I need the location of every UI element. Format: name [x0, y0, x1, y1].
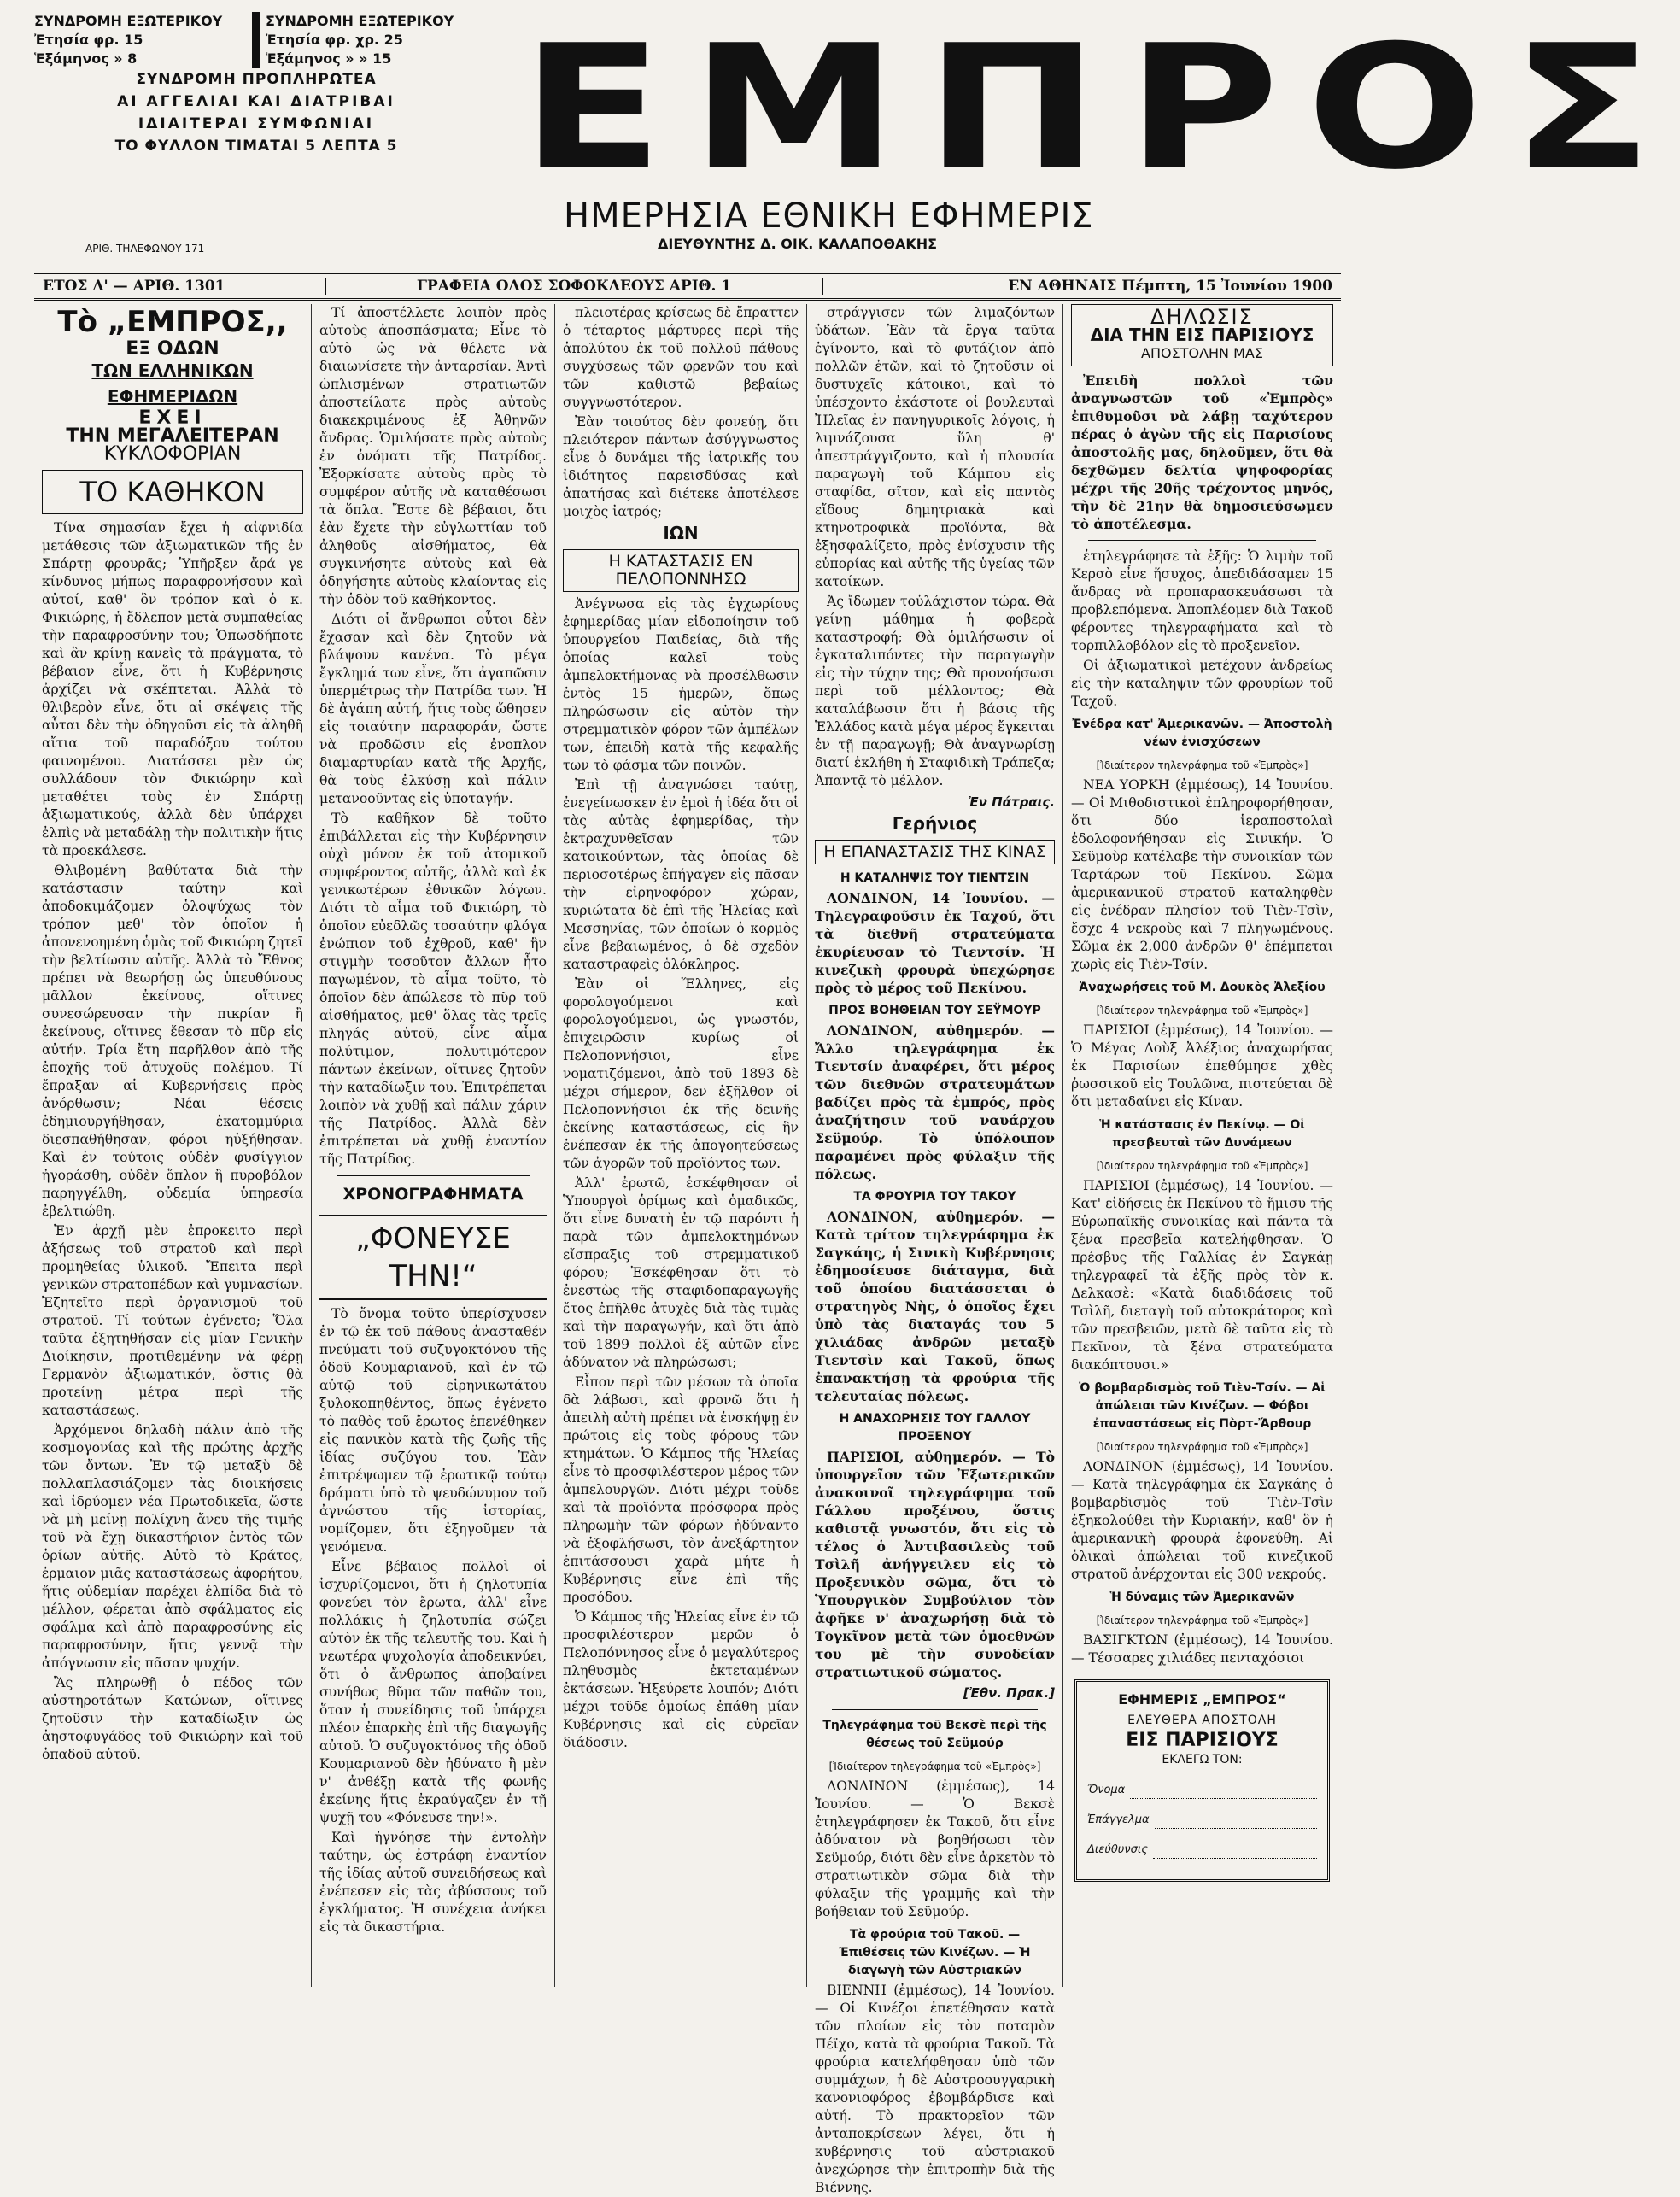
article-headline: Η ΚΑΤΑΣΤΑΣΙΣ ΕΝ ΠΕΛΟΠΟΝΝΗΣΩ — [563, 549, 799, 592]
article-paragraph: Ἀνέγνωσα εἰς τὰς ἐγχωρίους ἐφημερίδας μίαν εἰδοποίησιν τοῦ ὑπουργείου Παιδείας, διὰ τῆς ὁποίας καλεῖ τοὺς ἀμπελοκτήμονας νὰ προσέλθωσιν ἐντὸς 15 ἡμερῶν, ὅπως πληρώσωσιν εἰς αὐτὸν τὴν στρεμματικὸν φόρον τῶν ἀμπέλων των, ἐπειδὴ κατὰ τῆς κεφαλῆς των τὸ φάσμα τῶν ποινῶν. — [563, 596, 799, 773]
news-item: ΠΑΡΙΣΙΟΙ, αὐθημερόν. — Τὸ ὑπουργεῖον τῶν Ἐξωτερικῶν ἀνακοινοῖ τηλεγράφημα τοῦ Γάλλου προξένου, ὅστις καθιστᾷ γνωστόν, ὅτι εἰς τὸ τέλος ὁ Ἀντιβασιλεὺς τοῦ Τσὶλῆ ἀνήγγειλεν εἰς τὸ Προξενικὸν σῶμα, ὅτι τὸ Ὑπουργικὸν Συμβούλιον τὸν ἀφῆκε ν' ἀναχωρήσῃ διὰ τὸ Τογκῖνον μετὰ τῶν ὁμοεθνῶν του μὲ τὴν συνοδείαν στρατιωτικοῦ σώματος. — [815, 1449, 1055, 1680]
news-source: [Ἰδιαίτερον τηλεγράφημα τοῦ «Ἐμπρὸς»] — [1096, 1614, 1308, 1626]
sub-foreign-right-half: Ἑξάμηνος » » 15 — [266, 50, 392, 67]
field-line — [1130, 1781, 1317, 1799]
news-subheading: Τὰ φρούρια τοῦ Τακοῦ. — Ἐπιθέσεις τῶν Κινέζων. — Ἡ διαγωγὴ τῶν Αὐστριακῶν — [839, 1928, 1031, 1977]
sub-foreign-left: ΣΥΝΔΡΟΜΗ ΕΞΩΤΕΡΙΚΟΥ — [34, 13, 223, 29]
news-subheading: Η ΚΑΤΑΛΗΨΙΣ ΤΟΥ ΤΙΕΝΤΣΙΝ — [840, 871, 1030, 885]
article-headline: ΤΟ ΚΑΘΗΚΟΝ — [42, 470, 303, 514]
divider — [1088, 540, 1316, 541]
news-item: ΛΟΝΔΙΝΟΝ (ἐμμέσως), 14 Ἰουνίου. — Κατὰ τηλεγράφημα ἐκ Σαγκάης ὁ βομβαρδισμὸς τοῦ Τιὲν-Τσὶν ἐξηκολούθει τὴν Κυριακήν, καθ' ὃν ἡ ἀμερικανικὴ φρουρὰ ἐφονεύθη. Αἱ ὁλικαὶ ἀπώλειαι τοῦ κινεζικοῦ στρατοῦ ἀνέρχονται εἰς 300 νεκρούς. — [1071, 1459, 1333, 1582]
coupon-title: ΕΦΗΜΕΡΙΣ „ΕΜΠΡΟΣ“ — [1118, 1691, 1286, 1708]
coupon-field-name[interactable] — [1087, 1781, 1317, 1799]
divider — [337, 1175, 530, 1176]
phone-number: ΑΡΙΘ. ΤΗΛΕΦΩΝΟΥ 171 — [85, 243, 205, 255]
news-subheading: Ἡ δύναμις τῶν Ἀμερικανῶν — [1109, 1591, 1295, 1604]
article-paragraph: Καὶ ἠγνόησε τὴν ἐντολὴν ταύτην, ὡς ἐστράφη ἐναντίον τῆς ἰδίας αὐτοῦ συνειδήσεως καὶ ἐνέπεσεν εἰς τὰς ἀβύσσους τοῦ ἐγκλήματος. Ἡ συνέχεια ἀνήκει εἰς τὰ δικαστήρια. — [319, 1830, 547, 1935]
article-paragraph: Τίνα σημασίαν ἔχει ἡ αἰφνιδία μετάθεσις τῶν ἀξιωματικῶν τῆς ἐν Σπάρτῃ φρουρᾶς; Ὑπῆρξεν ἄρά γε κίνδυνος μήπως παραφρονήσουν καὶ αὐτοί, καθ' ὃν τρόπον καὶ ὁ κ. Φικιώρης, ἡ ἔδλεπον μετὰ συμπαθείας τὴν παραφροσύνην του; Ὁπωσδήποτε καὶ ἂν κρίνῃ κανεὶς τὰ πράγματα, τὸ βέβαιον εἶνε, ὅτι ἡ Κυβέρνησις ἀρχίζει νὰ σκέπτεται. Ἀλλὰ τὸ θλιβερὸν εἶνε, ὅτι αἱ σκέψεις τῆς αὗται δὲν τὴν ὁδηγοῦσι εἰς τὰ ἀληθῆ αἴτια τοῦ παραδόξου τούτου φαινομένου. Διατάσσει μὲν ὡς συλλάδουν τὸν Φικιώρην καὶ μεταθέτει τοὺς ἐν Σπάρτῃ ἀξιωματικούς, ἀλλὰ δὲν ὑπάρχει ἐλπὶς νὰ μεταδάλῃ τὴν πολιτικὴν ἥτις τὰ προεκάλεσε. — [42, 520, 303, 858]
columns — [34, 304, 1341, 2195]
promo-line: ΚΥΚΛΟΦΟΡΙΑΝ — [103, 443, 242, 465]
sub-foreign-right-year: Ἐτησία φρ. χρ. 25 — [266, 32, 403, 48]
article-paragraph: Ὁ Κάμπος τῆς Ἠλείας εἶνε ἐν τῷ προσφιλέστερον μερῶν ὁ Πελοπόννησος εἶνε ὁ μεγαλύτερος πληθυσμὸς ἐκτεταμένων ἐκτάσεων. Ἠξεύρετε λοιπόν; Διότι μέχρι τοῦδε ὁμοίως ἐπάθη μίαν Κυβέρνησις καὶ εἰς εὐρεῖαν διάδοσιν. — [563, 1609, 799, 1750]
news-subheading: Ἡ κατάστασις ἐν Πεκίνῳ. — Οἱ πρεσβευταὶ τῶν Δυνάμεων — [1099, 1118, 1305, 1150]
news-source: [Ἰδιαίτερον τηλεγράφημα τοῦ «Ἐμπρὸς»] — [1096, 1160, 1308, 1172]
declaration-subtitle: ΑΠΟΣΤΟΛΗΝ ΜΑΣ — [1141, 345, 1263, 361]
column-3 — [555, 304, 807, 1987]
news-source: [Ἐθν. Πρακ.] — [963, 1685, 1055, 1701]
promo-line: ΤΗΝ ΜΕΓΑΛΕΙΤΕΡΑΝ — [66, 425, 279, 447]
newspaper-logo: ΕΜΠΡΟΣ — [521, 9, 1680, 208]
declaration-subtitle: ΔΙΑ ΤΗΝ ΕΙΣ ΠΑΡΙΣΙΟΥΣ — [1090, 325, 1314, 345]
author-signature: Γερήνιος — [892, 813, 978, 834]
article-paragraph: Ἐν ἀρχῇ μὲν ἐπροκειτο περὶ ἀξήσεως τοῦ στρατοῦ καὶ περὶ προμηθείας ὑλικοῦ. Ἔπειτα περὶ γενικῶν στρατοπέδων καὶ γυμνασίων. Ἐζητεῖτο περὶ ὀργανισμοῦ τοῦ στρατοῦ. Τί τούτων ἐγένετο; Ὅλα ταῦτα ἐξητηθήσαν εἰς μίαν Γενικὴν Διοίκησιν, προτιθεμένην νὰ φέρῃ Γερμανὸν ἀξιωματικόν, ὅστις θὰ προτείνῃ μέτρα περὶ τῆς καταστάσεως. — [42, 1223, 303, 1418]
article-place: Ἐν Πάτραις. — [968, 794, 1055, 810]
field-line — [1153, 1841, 1317, 1859]
news-item: ΛΟΝΔΙΝΟΝ, αὐθημερόν. — Κατὰ τρίτον τηλεγράφημα ἐκ Σαγκάης, ἡ Σινικὴ Κυβέρνησις ἐδημοσίευσε διάταγμα, διὰ τοῦ ὁποίου διατάσσεται ὁ στρατηγὸς Νὴς, ὁ ὁποῖος ἔχει ὑπὸ τὰς διαταγάς του 5 χιλιάδας ἀνδρῶν μεταξὺ Τιεντσὶν καὶ Τακοῦ, ὅπως ἐπανακτήσῃ τὰ φρούρια τῆς τελευταίας πόλεως. — [815, 1209, 1055, 1404]
article-headline: Η ΕΠΑΝΑΣΤΑΣΙΣ ΤΗΣ ΚΙΝΑΣ — [815, 840, 1055, 864]
price-notice: ΤΟ ΦΥΛΛΟΝ ΤΙΜΑΤΑΙ 5 ΛΕΠΤΑ 5 — [114, 138, 398, 155]
issue-date: ΕΝ ΑΘΗΝΑΙΣ Πέμπτη, 15 Ἰουνίου 1900 — [1008, 278, 1332, 295]
promo-line: ΕΞ ΟΔΩΝ — [126, 338, 220, 360]
coupon-destination: ΕΙΣ ΠΑΡΙΣΙΟΥΣ — [1126, 1730, 1279, 1751]
article-paragraph: Ἀρχόμενοι δηλαδὴ πάλιν ἀπὸ τῆς κοσμογονίας καὶ τῆς πρώτης ἀρχῆς τῶν ὄντων. Ἐν τῷ μεταξὺ δὲ πολλαπλασιάζομεν τὰς διοικήσεις καὶ ἱδρύομεν νέα Πρωτοδικεῖα, ὥστε νὰ μὴ μείνῃ πολίχνη ἄνευ τῆς τιμῆς τοῦ νὰ ἔχῃ δικαστήριον ἐντὸς τῶν ὁρίων αὐτῆς. Αὐτὸ τὸ Κράτος, ἐρμαιον μιᾶς καταστάσεως ἀφορήτου, ἥτις οὐδεμίαν παρέχει ἐλπίδα διὰ τὸ μέλλον, φέρεται ἀπὸ σφάλματος εἰς σφάλμα καὶ ἀπὸ παραφροσύνης εἰς παραφροσύνην, ἥτις γεννᾷ τὴν ἀπόγνωσιν εἰς πᾶσαν ψυχήν. — [42, 1422, 303, 1671]
column-2 — [312, 304, 555, 1987]
issue-number: ΕΤΟΣ Δ' — ΑΡΙΘ. 1301 — [34, 278, 326, 295]
field-line — [1155, 1811, 1317, 1829]
article-paragraph: Ἀλλ' ἐρωτῶ, ἐσκέφθησαν οἱ Ὑπουργοὶ ὁρίμως καὶ ὁμαδικῶς, ὅτι εἶνε δυνατὴ ἐν τῷ παρόντι ἡ παρὰ τῶν ἀμπελοκτημόνων εἴσπραξις τοῦ στρεμματικοῦ φόρου; Ἐσκέφθησαν ὅτι τὸ ἐνεστὼς τῆς σταφιδοπαραγωγῆς ἔτος ἐπῆλθε ἀτυχὲς διὰ τὰς τιμὰς καὶ τὴν παραγωγήν, καὶ ὅτι ἀπὸ τοῦ 1899 πολλοὶ ἐξ αὐτῶν εἶνε ἀδύνατον νὰ πληρώσωσι; — [563, 1175, 799, 1370]
news-item: ΠΑΡΙΣΙΟΙ (ἐμμέσως), 14 Ἰουνίου. — Κατ' εἰδήσεις ἐκ Πεκίνου τὸ ἥμισυ τῆς Εὐρωπαϊκῆς συνοικίας καὶ πάντα τὰ ξένα πρεσβεῖα κατελήφθησαν. Ὁ πρέσβυς τῆς Γαλλίας ἐν Σαγκάῃ τηλεγραφεῖ τὰ ἑξῆς πρὸς τὸν κ. Δελκασὲ: «Κατὰ διαδιδάσεις τοῦ Τσὶλῆ, διεταγὴ τοῦ αὐτοκράτορος καὶ τῶν πρεσβειῶν, μετὰ δὲ ταῦτα εἰς τὸ Πεκῖνον, τὰ ξένα στρατεύματα διακόπτουσι.» — [1071, 1178, 1333, 1373]
article-paragraph: Θλιβομένη βαθύτατα διὰ τὴν κατάστασιν ταύτην καὶ ἀποδοκιμάζομεν ὁλοψύχως τὸν τρόπον μεθ' τὸν ὁποῖον ἡ ἀπονενοημένη ὁμὰς τοῦ Φικιώρη ζητεῖ τὴν βελτίωσιν αὐτῆς. Ἀλλὰ τὸ Ἔθνος πρέπει νὰ θεωρήσῃ ὡς ὑπευθύνους μᾶλλον ἐκείνους, οἵτινες συνεσώρευσαν τὴν πικρίαν ἢ ἐκείνους, οἵτινες ἔθεσαν τὸ πῦρ εἰς αὐτήν. Τρία ἔτη παρῆλθον ἀπὸ τῆς ἐποχῆς τοῦ ἀτυχοῦς πολέμου. Τί ἔπραξαν αἱ Κυβερνήσεις πρὸς ἀνόρθωσιν; Νέαι θέσεις ἐδημιουργήθησαν, ἑκατομμύρια διεσπαθήθησαν, φόροι ηὐξήθησαν. Καὶ ἐν τούτοις οὐδὲν φυσίγγιον ἠγοράσθη, οὐδὲν ὅπλον ἢ πυροβόλον παρηγγέλθη, οὐδεμία ὑπηρεσία ἐβελτιώθη. — [42, 863, 303, 1219]
coupon-field-address[interactable] — [1087, 1841, 1317, 1859]
prepaid-notice: ΣΥΝΔΡΟΜΗ ΠΡΟΠΛΗΡΩΤΕΑ — [136, 71, 377, 88]
promo-line: ΤΩΝ ΕΛΛΗΝΙΚΩΝ ΕΦΗΜΕΡΙΔΩΝ — [91, 360, 254, 407]
news-source: [Ἰδιαίτερον τηλεγράφημα τοῦ «Ἐμπρὸς»] — [1096, 759, 1308, 771]
article-paragraph: ἐτηλεγράφησε τὰ ἑξῆς: Ὁ λιμὴν τοῦ Κερσὸ εἶνε ἥσυχος, ἀπεδιδάσαμεν 15 ἄνδρας νὰ προπαρασκευάσωσι τὰ προβλεπόμενα. Ἀποπλέομεν διὰ Τακοῦ φέροντες τηλεγραφήματα καὶ τὸ τορπιλλοβόλον εἰς τὸ προξενεῖον. — [1071, 548, 1333, 653]
news-item: ΛΟΝΔΙΝΟΝ, αὐθημερόν. — Ἄλλο τηλεγράφημα ἐκ Τιεντσίν ἀναφέρει, ὅτι μέρος τῶν διεθνῶν στρατευμάτων βαδίζει πρὸς τὰ ἐμπρός, πρὸς ἀναζήτησιν τοῦ ναυάρχου Σεϋμούρ. Τὸ ὑπόλοιπον παραμένει πρὸς φύλαξιν τῆς πόλεως. — [815, 1022, 1055, 1182]
column-4 — [807, 304, 1063, 2195]
divider — [832, 1709, 1038, 1710]
article-paragraph: Ἐπὶ τῇ ἀναγνώσει ταύτῃ, ἐνεγείνωσκεν ἐν ἐμοὶ ἡ ἰδέα ὅτι οἱ τὰς αὐτὰς ἐφημερίδας, τὴν ἐκτραχυνθεῖσαν τῶν κατοικούντων, τὰς ὁποίας δὲ περιοσοτέρως ἐπήγαγεν εἰς πᾶσαν τὴν εἰρηνοφόρον χώραν, κυριώτατα δὲ ἐπὶ τῆς Ἠλείας καὶ Μεσσηνίας, τῶν ὁποίων ὁ κορμὸς εἶνε βεβαιωμένος, ὁ δὲ σχεδὸν καταστραφεὶς ὁλόκληρος. — [563, 777, 799, 972]
article-paragraph: Ἂς πληρωθῇ ὁ πέδος τῶν αὐστηροτάτων Κατώνων, οἵτινες ζητοῦσιν τὴν καταδίωξιν ὡς ἀηστοφυγάδος τοῦ Φικιώρην καὶ τοῦ ὁπαδοῦ αὐτοῦ. — [42, 1675, 303, 1762]
promo-line: ΕΧΕΙ — [138, 407, 207, 429]
sub-foreign-right: ΣΥΝΔΡΟΜΗ ΕΞΩΤΕΡΙΚΟΥ — [266, 13, 454, 29]
offices-address: ΓΡΑΦΕΙΑ ΟΔΟΣ ΣΟΦΟΚΛΕΟΥΣ ΑΡΙΘ. 1 — [326, 278, 823, 295]
ads-notice: ΑΙ ΑΓΓΕΛΙΑΙ ΚΑΙ ΔΙΑΤΡΙΒΑΙ — [117, 93, 395, 110]
news-item: ΛΟΝΔΙΝΟΝ, 14 Ἰουνίου. — Τηλεγραφοῦσιν ἐκ Ταχού, ὅτι τὰ διεθνῆ στρατεύματα ἐκυρίευσαν τὸ Τιεντσίν. Ἡ κινεζικὴ φρουρὰ ὑπεχώρησε πρὸς τὸ μέρος τοῦ Πεκίνου. — [815, 890, 1055, 996]
news-source: [Ἰδιαίτερον τηλεγράφημα τοῦ «Ἐμπρὸς»] — [1096, 1005, 1308, 1016]
dateline-bar — [34, 272, 1341, 301]
ballot-coupon — [1074, 1679, 1330, 1882]
news-subheading: ΤΑ ΦΡΟΥΡΙΑ ΤΟΥ ΤΑΚΟΥ — [853, 1190, 1016, 1204]
director: ΔΙΕΥΘΥΝΤΗΣ Δ. ΟΙΚ. ΚΑΛΑΠΟΘΑΚΗΣ — [658, 236, 938, 252]
news-subheading: Ὁ βομβαρδισμὸς τοῦ Τιὲν-Τσίν. — Αἱ ἀπώλειαι τῶν Κινέζων. — Φόβοι ἐπαναστάσεως εἰς Πὸρτ-Ἄρθουρ — [1079, 1381, 1326, 1431]
author-signature: ΙΩΝ — [663, 523, 699, 543]
sub-foreign-left-half: Ἑξάμηνος » 8 — [34, 50, 138, 67]
article-headline: „ΦΟΝΕΥΣΕ ΤΗΝ!“ — [319, 1215, 547, 1300]
field-label: Διεύθυνσις — [1087, 1843, 1148, 1856]
article-paragraph: Τὸ ὄνομα τοῦτο ὑπερίσχυσεν ἐν τῷ ἐκ τοῦ πάθους ἀνασταθέν πνεύματι τοῦ συζυγοκτόνου τῆς ὁδοῦ Κουμαριανοῦ, καὶ ἐν τῷ αὐτῷ τοῦ εἱρηνικωτάτου ξυλοκοπηθέντος, ὅπως ἐγένετο τὸ παθὸς τοῦ ἔρωτος ἐπενέθηκεν εἰς πανικὸν κατὰ τῆς ζωῆς τῆς ἰδίας συζύγου του. Ἐὰν ἐπιτρέψωμεν τῷ ἐρωτικῷ τούτῳ δράματι ὑπὸ τὸ ψευδώνυμον τοῦ ἀγνώστου τῆς ἱστορίας, νομίζομεν, ὅτι ἐξηγοῦμεν τὰ γενόμενα. — [319, 1306, 547, 1555]
special-notice: ΙΔΙΑΙΤΕΡΑΙ ΣΥΜΦΩΝΙΑΙ — [138, 115, 375, 132]
coupon-field-job[interactable] — [1087, 1811, 1317, 1829]
subscription-box — [34, 12, 478, 157]
news-subheading: ΠΡΟΣ ΒΟΗΘΕΙΑΝ ΤΟΥ ΣΕΫΜΟΥΡ — [828, 1004, 1041, 1017]
article-paragraph: Τὸ καθῆκον δὲ τοῦτο ἐπιβάλλεται εἰς τὴν Κυβέρνησιν οὐχὶ μόνον ἐκ τοῦ ἀτομικοῦ συμφέροντος αὐτῆς, ἀλλὰ καὶ ἐκ γενικωτέρων ἐθνικῶν λόγων. Διότι τὸ αἷμα τοῦ Φικιώρη, τὸ ὁποῖον εὐεδλῶς τοσαύτην φλόγα ἐνώπιον τοῦ ἐχθροῦ, καθ' ἣν στιγμὴν τοσοῦτον ἄλλων ἦτο παγωμένον, τὸ αἷμα τοῦτο, τὸ ὁποῖον δὲν ἀπώλεσε τὸ πῦρ τοῦ αἰσθήματος, μεθ' ὅλας τὰς τρεῖς πληγάς αὐτοῦ, εἶνε αἷμα πολύτιμον, πολυτιμότερον πάντων ἐκείνων, οἵτινες ζητοῦν τὴν καταδίωξιν του. Ἐπιτρέπεται λοιπὸν νὰ χυθῇ καὶ πάλιν χάριν τῆς Πατρίδος. Ἀλλὰ δὲν ἐπιτρέπεται νὰ χυθῇ ἐναντίον τῆς Πατρίδος. — [319, 811, 547, 1167]
article-paragraph: πλειοτέρας κρίσεως δὲ ἔπραττεν ὁ τέταρτος μάρτυρες περὶ τῆς ἀπολύτου ἐκ τοῦ πολλοῦ πάθους συγχύσεως τῶν φρενῶν του καὶ τῶν καθιστῶ βεβαίως συγγνωστότερον. — [563, 305, 799, 410]
news-subheading: Η ΑΝΑΧΩΡΗΣΙΣ ΤΟΥ ΓΑΛΛΟΥ ΠΡΟΞΕΝΟΥ — [839, 1412, 1031, 1444]
declaration-title: ΔΗΛΩΣΙΣ — [1150, 305, 1254, 329]
news-item: ΝΕΑ ΥΟΡΚΗ (ἐμμέσως), 14 Ἰουνίου. — Οἱ Μιθοδιστικοὶ ἐπληροφορήθησαν, ὅτι δύο ἱεραποστολαὶ ἐδολοφονήθησαν εἰς Σινικήν. Ὁ Σεϋμοὺρ κατέλαβε τὴν συνοικίαν τῶν Ταρτάρων τοῦ Πεκίνου. Σῶμα ἀμερικανικοῦ στρατοῦ καταληφθὲν εἰς ἐνέδραν πλησίον τοῦ Τιὲν-Τσὶν, ἔσχε 4 νεκροὺς καὶ 7 πληγωμένους. Σῶμα ἐκ 2,000 ἀνδρῶν θ' ἐπέμπεται χωρὶς εἰς Τιὲν-Τσίν. — [1071, 777, 1333, 972]
field-label: Ἐπάγγελμα — [1087, 1813, 1150, 1826]
masthead — [17, 9, 1680, 260]
article-paragraph: Ἐὰν οἱ Ἕλληνες, εἰς φορολογούμενοι καὶ φορολογούμενοι, ὡς γνωστόν, ἐπιχειρῶσιν κυρίως οἱ Πελοποννήσιοι, εἶνε νοματιζόμενοι, ἀπὸ τοῦ 1893 δὲ μέχρι σήμερον, δεν ἐξῆλθον οἱ Πελοποννήσιοι ἐκ τῆς δεινῆς ἐκείνης καταστάσεως, εἰς ἣν ἐνέπεσαν ἐκ τῆς ἀπογοητεύσεως τῶν ἀγορῶν τοῦ προϊόντος των. — [563, 976, 799, 1171]
article-paragraph: Εἶνε βέβαιος πολλοὶ οἱ ἰσχυρίζομενοι, ὅτι ἡ ζηλοτυπία φονεύει τὸν ἔρωτα, ἀλλ' εἶνε πολλάκις ἡ ζηλοτυπία σώζει αὐτὸν ἐκ τῆς τελευτῆς του. Καὶ ἡ νεωτέρα ψυχολογία ἀποδεικνύει, ὅτι ὁ ἄνθρωπος ἀποβαίνει συνήθως θῦμα τῶν παθῶν του, ὅταν ἡ συνείδησις τοῦ ὑπάρχει πλέον ἐπαρκὴς ἐπὶ τῆς διαγωγῆς αὐτοῦ. Ὁ συζυγοκτόνος τῆς ὁδοῦ Κουμαριανοῦ δὲν ἠδύνατο ἢ μὲν ν' ἀνθέξῃ κατὰ τῆς φωνῆς ἐκείνης ἥτις ἐκραύγαζεν ἐν τῇ ψυχῇ του «Φόνευσε την!». — [319, 1559, 547, 1825]
article-paragraph: στράγγισεν τῶν λιμαζόντων ὑδάτων. Ἐὰν τὰ ἔργα ταῦτα ἐγίνοντο, καὶ τὸ φυτάζιον ἀπὸ πολλῶν ἐτῶν, καὶ τὸ ζητοῦσιν οἱ δυστυχεῖς κάτοικοι, καὶ τὸ ὑπέσχοντο ἐκάστοτε οἱ βουλευταὶ Ἠλεῖας ἐν πανηγυρικοῖς λόγοις, ἡ λιμνάζουσα ὕλη θ' ἀπεστράγγιζοντο, καὶ ἡ πλουσία παραγωγὴ τοῦ Κάμπου εἰς σταφίδα, σῖτον, καὶ εἰς παντὸς εἴδους δημητριακὰ καὶ κτηνοτροφικὰ προϊόντα, θὰ ἐξησφαλίζετο, πρὸς ἐνίσχυσιν τῆς εὐπορίας καὶ αὐτῆς τῆς ὑγείας τῶν κατοίκων. — [815, 305, 1055, 589]
coupon-instruction: ΕΚΛΕΓΩ ΤΟΝ: — [1162, 1753, 1243, 1766]
article-paragraph: Τί ἀποστέλλετε λοιπὸν πρὸς αὐτοὺς ἀποσπάσματα; Εἶνε τὸ αὐτὸ ὡς νὰ θέλετε νὰ διαιωνίσετε τὴν ἀνταρσίαν. Ἀντὶ ὡπλισμένων στρατιωτῶν ἀποστείλατε πρὸς αὐτοὺς διακεκριμένους ἐξ Ἀθηνῶν ἄνδρας. Ὁμιλήσατε πρὸς αὐτοὺς ἐν ὀνόματι τῆς Πατρίδος. Ἐξορκίσατε αὐτοὺς πρὸς τὸ συμφέρον αὐτῆς νὰ καταθέσωσι τὰ ὅπλα. Ἔστε δὲ βέβαιοι, ὅτι ἐὰν ἔχετε τὴν εὐγλωττίαν τοῦ ἀληθοῦς αἰσθήματος, θὰ συγκινήσητε αὐτοὺς καὶ θὰ ὁδηγήσητε αὐτοὺς κλαίοντας εἰς τὴν ὁδὸν τοῦ καθήκοντος. — [319, 305, 547, 607]
article-paragraph: Οἱ ἀξιωματικοὶ μετέχουν ἀνδρείως εἰς τὴν καταληψιν τῶν φρουρίων τοῦ Ταχοῦ. — [1071, 658, 1333, 709]
news-item: ΒΙΕΝΝΗ (ἐμμέσως), 14 Ἰουνίου. — Οἱ Κινέζοι ἐπετέθησαν κατὰ τῶν πλοίων εἰς τὸν ποταμὸν Πέϊχο, κατὰ τὰ φρούρια Τακοῦ. Τὰ φρούρια κατελήφθησαν ὑπὸ τῶν συμμάχων, ἡ δὲ Αὐστροουγγαρικὴ κανονιοφόρος ἐβομβάρδισε καὶ αὐτή. Τὸ πρακτορεῖον τῶν ἀνταποκρίσεων λέγει, ὅτι ἡ κυβέρνησις τοῦ αὐστριακοῦ ἀνεχώρησε τὴν ἐπιτροπὴν διὰ τῆς Βιέννης. — [815, 1983, 1055, 2195]
news-subheading: Ἀναχωρήσεις τοῦ Μ. Δουκὸς Ἀλεξίου — [1079, 981, 1326, 994]
article-paragraph: Ἐὰν τοιούτος δὲν φονεύῃ, ὅτι πλειότερον πάντων ἀσύγγνωστος εἶνε ὁ δυνάμει τῆς ἰατρικῆς του ἰδιότητος παρεισδύσας καὶ ἀπατήσας καὶ διέτεκε ἀποτέλεσε μοιχὸς ἰατρός; — [563, 414, 799, 519]
news-source: [Ἰδιαίτερον τηλεγράφημα τοῦ «Ἐμπρὸς»] — [1096, 1441, 1308, 1453]
declaration-text: Ἐπειδὴ πολλοὶ τῶν ἀναγνωστῶν τοῦ «Ἐμπρὸς» ἐπιθυμοῦσι νὰ λάβῃ ταχύτερον πέρας ὁ ἀγὼν τῆς εἰς Παρισίους ἀποστολῆς μας, δηλοῦμεν, ὅτι θὰ δεχθῶμεν δελτία ψηφοφορίας μέχρι τῆς 20ῆς τρέχοντος μηνός, τὴν δὲ 21ην θὰ δημοσιεύσωμεν τὸ ἀποτέλεσμα. — [1071, 372, 1333, 532]
news-subheading: Ἐνέδρα κατ' Ἀμερικανῶν. — Ἀποστολὴ νέων ἐνισχύσεων — [1072, 718, 1332, 749]
article-paragraph: Ἀς ἴδωμεν τοὐλάχιστον τώρα. Θὰ γείνῃ μάθημα ἡ φοβερὰ καταστροφή; Θὰ ὁμιλήσωσιν οἱ ἐγκαταλιπόντες τὴν παραγωγὴν εἰς τὴν τύχην της; Θὰ προνοήσωσι περὶ τοῦ μέλλοντος; Θὰ καταλάβωσιν ὅτι ἡ βάσις τῆς Ἑλλάδος κατὰ μέγα μέρος ἔγκειται ἐν τῇ παραγωγῇ; Θὰ ἀναγνωρίσῃ διατί ἐκλήθη ἡ Σταφιδικὴ Τράπεζα; Ἀπαντᾷ τὸ μέλλον. — [815, 594, 1055, 788]
news-item: ΛΟΝΔΙΝΟΝ (ἐμμέσως), 14 Ἰουνίου. — Ὁ Βεκσὲ ἐτηλεγράφησεν ἐκ Τακοῦ, ὅτι εἶνε ἀδύνατον νὰ βοηθήσωσι τὸν Σεϋμούρ, διότι δὲν εἶνε ἀρκετὸν τὸ στρατιωτικὸν σῶμα διὰ τὴν φύλαξιν τῆς γραμμῆς καὶ τὴν βοήθειαν τοῦ Σεϋμούρ. — [815, 1778, 1055, 1919]
declaration-box — [1071, 304, 1333, 366]
divider — [252, 12, 260, 68]
news-item: ΒΑΣΙΓΚΤΩΝ (ἐμμέσως), 14 Ἰουνίου. — Τέσσαρες χιλιάδες πενταχόσιοι — [1071, 1632, 1333, 1666]
article-paragraph: Διότι οἱ ἄνθρωποι οὗτοι δὲν ἔχασαν καὶ δὲν ζητοῦν νὰ βλάψουν κανένα. Τὸ μέγα ἔγκλημά των εἶνε, ὅτι ἀγαπῶσιν ὑπερμέτρως τὴν Πατρίδα των. Ἡ δὲ ἀγάπη αὐτή, ἥτις τοὺς ὤθησεν εἰς τοιαύτην παραφοράν, ὥστε νὰ προδῶσιν εἰς ἐνοπλον διαμαρτυρίαν κατὰ τῆς Ἀρχῆς, θὰ τοὺς ἐλκύσῃ καὶ πάλιν μετανοοῦντας εἰς ὑποταγήν. — [319, 612, 547, 806]
promo-line: Τὸ „ΕΜΠΡΟΣ,, — [57, 305, 288, 339]
circulation-promo — [42, 304, 303, 463]
news-source: [Ἰδιαίτερον τηλεγράφημα τοῦ «Ἐμπρὸς»] — [828, 1761, 1041, 1772]
news-item: ΠΑΡΙΣΙΟΙ (ἐμμέσως), 14 Ἰουνίου. — Ὁ Μέγας Δοὺξ Ἀλέξιος ἀναχωρήσας ἐκ Παρισίων ἐπεθύμησε χθὲς ῥωσσικοῦ εἰς Τουλῶνα, πιστεύεται δὲ ὅτι μεταδαίνει εἰς Κίναν. — [1071, 1022, 1333, 1110]
field-label: Ὄνομα — [1087, 1784, 1126, 1796]
coupon-subtitle: ΕΛΕΥΘΕΡΑ ΑΠΟΣΤΟΛΗ — [1127, 1714, 1277, 1727]
sub-foreign-left-year: Ἐτησία φρ. 15 — [34, 32, 143, 48]
column-1 — [34, 304, 312, 1987]
tagline: ΗΜΕΡΗΣΙΑ ΕΘΝΙΚΗ ΕΦΗΜΕΡΙΣ — [564, 196, 1094, 236]
article-paragraph: Εἶπον περὶ τῶν μέσων τὰ ὁποῖα δὰ λάβωσι, καὶ φρονῶ ὅτι ἡ ἀπειλὴ αὐτὴ πρέπει νὰ ἐνσκήψῃ ἐν πρώτοις εἰς τοὺς φόρους τῶν κτημάτων. Ὁ Κάμπος τῆς Ἠλείας εἶνε τὸ προσφιλέστερον μέρος τῶν ἀμπελουργῶν. Διότι μέχρι τοῦδε καὶ τὰ προϊόντα πρόσφορα πρὸς πληρωμὴν τῶν φόρων ἠδύναντο νὰ ἐξοφλήσωσι, τὸν ἀνεξάρτητον ἐπιτάσσουσι χαρὰ μήτε ἡ Κυβέρνησις εἶνε ἐπὶ τῆς προσόδου. — [563, 1374, 799, 1605]
column-5 — [1063, 304, 1341, 1987]
section-heading: ΧΡΟΝΟΓΡΑΦΗΜΑΤΑ — [342, 1185, 524, 1204]
news-subheading: Τηλεγράφημα τοῦ Βεκσὲ περὶ τῆς θέσεως τοῦ Σεϋμούρ — [822, 1719, 1047, 1750]
